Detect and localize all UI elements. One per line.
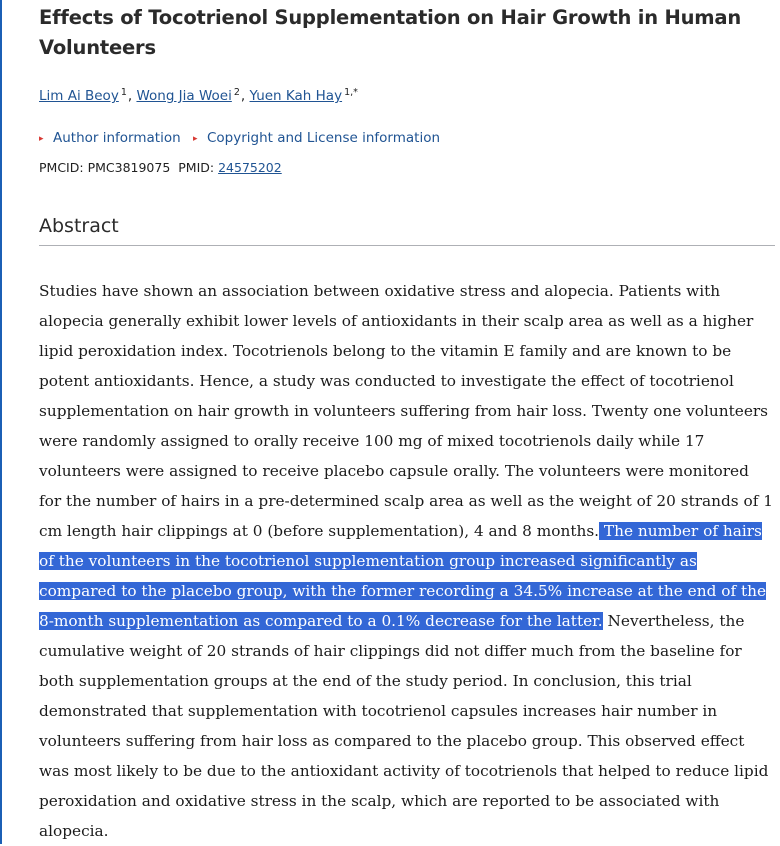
pmcid-label: PMCID: — [39, 160, 84, 175]
author-information-label: Author information — [53, 130, 181, 146]
author-link-1[interactable]: Lim Ai Beoy — [39, 88, 119, 104]
author-affiliation-1[interactable]: 1 — [120, 87, 127, 98]
article-title: Effects of Tocotrienol Supplementation on Hair Growth in Human Volunteers — [39, 6, 742, 59]
author-link-3[interactable]: Yuen Kah Hay — [249, 88, 343, 104]
author-affiliation-3[interactable]: 1,* — [344, 87, 358, 98]
author-link-2[interactable]: Wong Jia Woei — [136, 88, 232, 104]
author-list: Lim Ai Beoy $^1$, Wong Jia Woei $^2$, Yuen Kah Hay $^{1,*}$ — [39, 87, 358, 104]
article-identifiers — [39, 158, 775, 178]
triangle-right-icon: ▸ — [192, 134, 198, 144]
copyright-license-label: Copyright and License information — [206, 130, 441, 146]
triangle-right-icon: ▸ — [39, 134, 44, 144]
left-accent-rule — [0, 0, 2, 844]
author-information-toggle[interactable] — [39, 128, 181, 149]
author-affiliation-2[interactable]: 2 — [233, 87, 240, 98]
pmid-label: PMID: — [178, 160, 215, 175]
copyright-license-toggle[interactable] — [193, 128, 440, 149]
abstract-text — [39, 276, 775, 846]
abstract-text-after-selection: Nevertheless, the cumulative weight of 20 strands of hair clippings did not differ much from the baseline for both supplementation groups at the end of the study period. In conclusion, this trial demonstrated that supplementation with tocotrienol capsules increases hair number in volunteers suffering from hair loss as compared to the placebo group. This observed effect was most likely to be due to the antioxidant activity of tocotrienols that helped to reduce lipid peroxidation and oxidative stress in the scalp, which are reported to be associated with alopecia. — [39, 612, 769, 840]
article-info-toggles — [39, 128, 775, 149]
abstract-heading: Abstract — [39, 213, 775, 246]
pmid-link[interactable]: 24575202 — [218, 160, 282, 175]
article-header — [39, 0, 775, 846]
pmcid-value: PMC3819075 — [87, 160, 171, 175]
abstract-selected-text: The number of hairs of the volunteers in the tocotrienol supplementation group increased significantly as compared to the placebo group, with the former recording a 34.5% increase at the end of the 8-month supplementation as compared to a 0.1% decrease for the latter. — [39, 522, 767, 630]
abstract-text-before-selection: Studies have shown an association between oxidative stress and alopecia. Patients with alopecia generally exhibit lower levels of antioxidants in their scalp area as well as a higher lipid peroxidation index. Tocotrienols belong to the vitamin E family and are known to be potent antioxidants. Hence, a study was conducted to investigate the effect of tocotrienol supplementation on hair growth in volunteers suffering from hair loss. Twenty one volunteers were randomly assigned to orally receive 100 mg of mixed tocotrienols daily while 17 volunteers were assigned to receive placebo capsule orally. The volunteers were monitored for the number of hairs in a pre-determined scalp area as well as the weight of 20 strands of 1 cm length hair clippings at 0 (before supplementation), 4 and 8 months. — [39, 282, 773, 540]
